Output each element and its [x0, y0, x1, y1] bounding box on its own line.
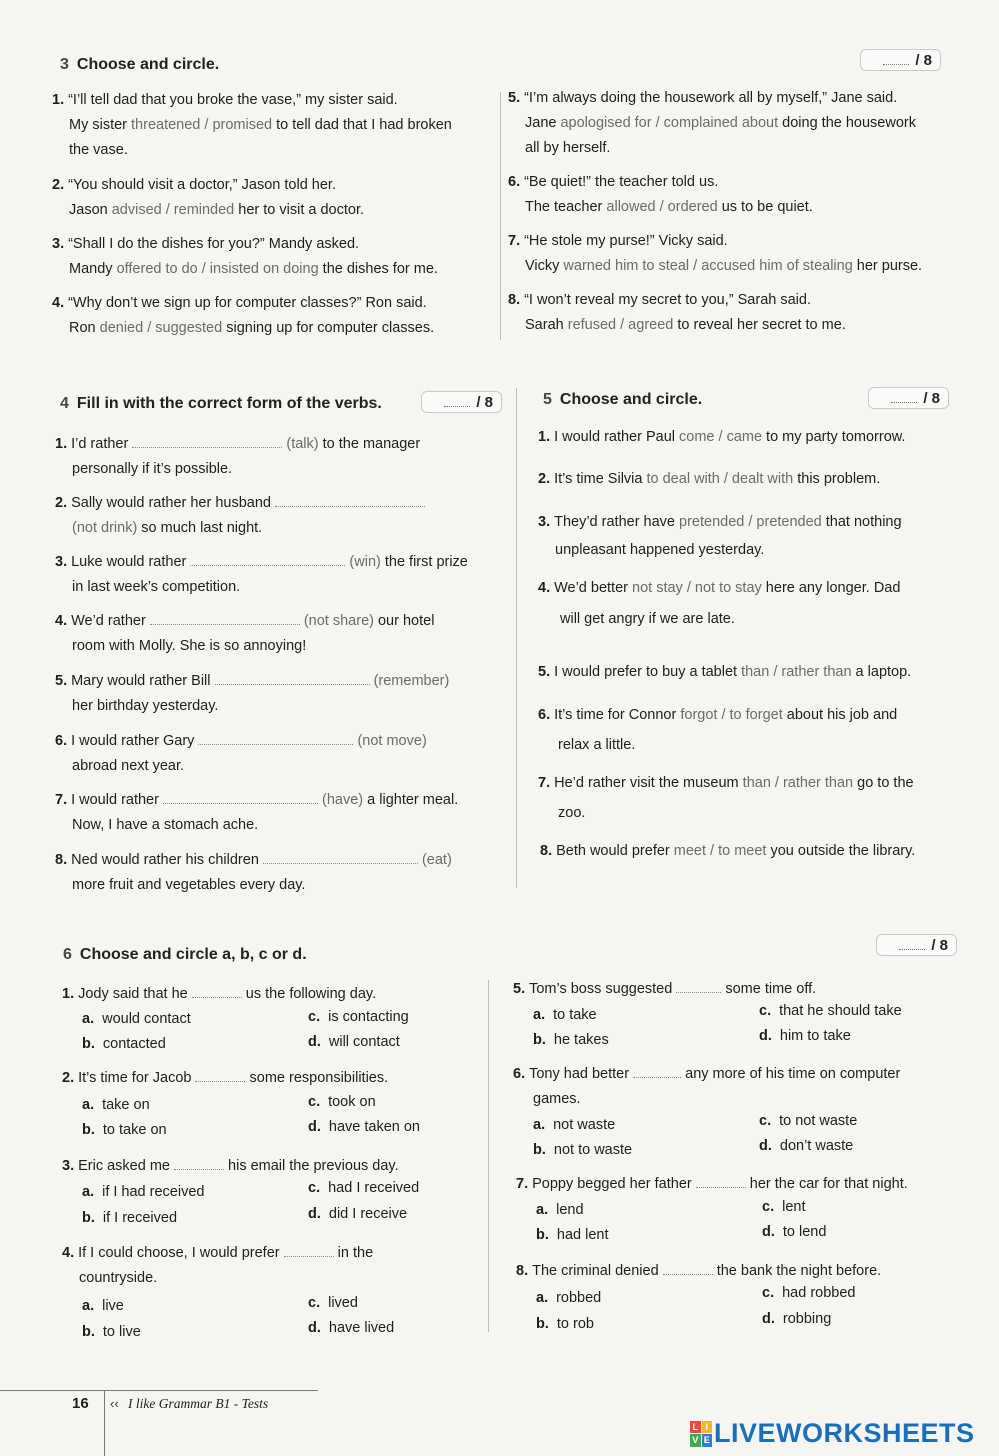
answer-blank: [676, 980, 721, 993]
circle-options[interactable]: come / came: [679, 429, 763, 445]
s5-item-5: 5. I would prefer to buy a tablet than / rather than a laptop.: [538, 664, 912, 680]
s3-item-3: 3. “Shall I do the dishes for you?” Mandy asked. Mandy offered to do / insisted on doing the dishes for me.: [52, 236, 438, 277]
answer-blank: [633, 1065, 681, 1078]
option-c[interactable]: c. had robbed: [762, 1285, 856, 1301]
s6-question-8: 8. The criminal denied the bank the night before.: [516, 1263, 882, 1279]
option-c[interactable]: c. that he should take: [759, 1003, 902, 1019]
column-divider: [488, 980, 489, 1332]
s4-item-8: 8. Ned would rather his children (eat) more fruit and vegetables every day.: [55, 852, 452, 893]
section-6-title: 6 Choose and circle a, b, c or d.: [63, 946, 307, 963]
book-title: I like Grammar B1 - Tests: [128, 1396, 269, 1411]
option-d[interactable]: d. have lived: [308, 1320, 395, 1336]
s5-item-2: 2. It’s time Silvia to deal with / dealt with this problem.: [538, 471, 881, 487]
answer-blank: [696, 1175, 746, 1188]
option-b[interactable]: b. contacted: [82, 1036, 166, 1052]
section-4-title: 4 Fill in with the correct form of the verbs.: [60, 395, 382, 412]
option-d[interactable]: d. don’t waste: [759, 1138, 854, 1154]
answer-blank: [284, 1244, 334, 1257]
answer-blank[interactable]: [132, 435, 282, 448]
circle-options[interactable]: meet / to meet: [673, 843, 767, 859]
answer-blank: [192, 985, 242, 998]
answer-blank[interactable]: [163, 791, 318, 804]
option-b[interactable]: b. he takes: [533, 1032, 609, 1048]
option-d[interactable]: d. will contact: [308, 1034, 400, 1050]
circle-options[interactable]: than / rather than: [741, 664, 852, 680]
circle-options[interactable]: pretended / pretended: [679, 514, 822, 530]
answer-blank[interactable]: [275, 494, 425, 507]
s3-item-6: 6. “Be quiet!” the teacher told us. The teacher allowed / ordered us to be quiet.: [508, 174, 813, 215]
s3-item-2: 2. “You should visit a doctor,” Jason told her. Jason advised / reminded her to visit a doctor.: [52, 177, 365, 218]
option-a[interactable]: a. to take: [533, 1007, 597, 1023]
s4-item-7: 7. I would rather (have) a lighter meal. Now, I have a stomach ache.: [55, 792, 459, 833]
s6-question-5: 5. Tom’s boss suggested some time off.: [513, 981, 817, 997]
answer-blank[interactable]: [263, 851, 418, 864]
circle-options[interactable]: than / rather than: [742, 775, 854, 791]
circle-options[interactable]: not stay / not to stay: [632, 580, 762, 596]
option-a[interactable]: a. lend: [536, 1202, 584, 1218]
section-number: 3: [60, 56, 69, 73]
circle-options[interactable]: warned him to steal / accused him of stealing: [563, 258, 853, 274]
circle-options[interactable]: apologised for / complained about: [560, 115, 779, 131]
s5-item-1: 1. I would rather Paul come / came to my party tomorrow.: [538, 429, 906, 445]
s4-item-6: 6. I would rather Gary (not move) abroad next year.: [55, 733, 427, 774]
option-d[interactable]: d. have taken on: [308, 1119, 420, 1135]
answer-blank: [174, 1157, 224, 1170]
option-b[interactable]: b. to live: [82, 1324, 141, 1340]
option-a[interactable]: a. if I had received: [82, 1184, 205, 1200]
answer-blank[interactable]: [190, 553, 345, 566]
answer-blank[interactable]: [215, 672, 370, 685]
section-4-score-box[interactable]: / 8: [421, 391, 502, 413]
option-a[interactable]: a. live: [82, 1298, 124, 1314]
option-c[interactable]: c. to not waste: [759, 1113, 858, 1129]
s4-item-3: 3. Luke would rather (win) the first prize in last week’s competition.: [55, 554, 468, 595]
option-a[interactable]: a. not waste: [533, 1117, 616, 1133]
s6-question-4: 4. If I could choose, I would prefer in the countryside.: [62, 1245, 374, 1286]
answer-blank[interactable]: [198, 732, 353, 745]
option-c[interactable]: c. took on: [308, 1094, 376, 1110]
option-c[interactable]: c. had I received: [308, 1180, 420, 1196]
option-a[interactable]: a. take on: [82, 1097, 150, 1113]
chevron-left-icon: ‹‹: [110, 1396, 119, 1411]
s5-item-6: 6. It’s time for Connor forgot / to forget about his job and relax a little.: [538, 707, 898, 753]
option-a[interactable]: a. would contact: [82, 1011, 191, 1027]
logo-badge-icon: L I V E: [690, 1421, 712, 1447]
circle-options[interactable]: threatened / promised: [131, 117, 273, 133]
option-b[interactable]: b. to rob: [536, 1316, 594, 1332]
option-a[interactable]: a. robbed: [536, 1290, 602, 1306]
s4-item-2: 2. Sally would rather her husband (not drink) so much last night.: [55, 491, 500, 541]
answer-blank: [195, 1069, 245, 1082]
s3-item-1: 1. “I’ll tell dad that you broke the vase,” my sister said. My sister threatened / promised to tell dad that I had broken the vase.: [52, 92, 452, 158]
section-6-score-box[interactable]: / 8: [876, 934, 957, 956]
circle-options[interactable]: allowed / ordered: [606, 199, 718, 215]
s6-question-3: 3. Eric asked me his email the previous day.: [62, 1158, 399, 1174]
option-c[interactable]: c. lived: [308, 1295, 358, 1311]
liveworksheets-logo: L I V E LIVEWORKSHEETS: [690, 1418, 975, 1449]
answer-blank[interactable]: [150, 612, 300, 625]
s3-item-7: 7. “He stole my purse!” Vicky said. Vicky warned him to steal / accused him of stealing her purse.: [508, 233, 923, 274]
circle-options[interactable]: forgot / to forget: [680, 707, 783, 723]
option-d[interactable]: d. to lend: [762, 1224, 827, 1240]
answer-blank: [663, 1262, 713, 1275]
s5-item-3: 3. They’d rather have pretended / pretended that nothing unpleasant happened yesterday.: [538, 514, 902, 558]
s4-item-1: 1. I’d rather (talk) to the manager personally if it’s possible.: [55, 436, 421, 477]
option-d[interactable]: d. did I receive: [308, 1206, 408, 1222]
circle-options[interactable]: to deal with / dealt with: [646, 471, 794, 487]
s6-question-1: 1. Jody said that he us the following day.: [62, 986, 377, 1002]
section-title-text: Choose and circle.: [76, 56, 220, 73]
column-divider: [500, 92, 501, 340]
section-5-score-box[interactable]: / 8: [868, 387, 949, 409]
footer-rule: [0, 1390, 318, 1391]
s3-item-5: 5. “I’m always doing the housework all by myself,” Jane said. Jane apologised for / complained about doing the housework all by herself.: [508, 90, 916, 156]
s4-item-4: 4. We’d rather (not share) our hotel room with Molly. She is so annoying!: [55, 613, 435, 654]
s3-item-4: 4. “Why don’t we sign up for computer classes?” Ron said. Ron denied / suggested signing up for computer classes.: [52, 295, 435, 336]
option-b[interactable]: b. if I received: [82, 1210, 178, 1226]
circle-options[interactable]: refused / agreed: [567, 317, 674, 333]
circle-options[interactable]: offered to do / insisted on doing: [116, 261, 319, 277]
s6-question-7: 7. Poppy begged her father her the car for that night.: [516, 1176, 908, 1192]
circle-options[interactable]: denied / suggested: [99, 320, 223, 336]
page-number: 16: [72, 1395, 89, 1412]
option-b[interactable]: b. had lent: [536, 1227, 609, 1243]
s5-item-7: 7. He’d rather visit the museum than / rather than go to the zoo.: [538, 775, 914, 821]
s5-item-4: 4. We’d better not stay / not to stay here any longer. Dad will get angry if we are late.: [538, 580, 901, 627]
s4-item-5: 5. Mary would rather Bill (remember) her birthday yesterday.: [55, 673, 450, 714]
option-d[interactable]: d. him to take: [759, 1028, 851, 1044]
circle-options[interactable]: advised / reminded: [111, 202, 235, 218]
section-3-title: [60, 56, 219, 74]
section-3-score-box[interactable]: / 8: [860, 49, 941, 71]
option-d[interactable]: d. robbing: [762, 1311, 832, 1327]
section-5-title: 5 Choose and circle.: [543, 391, 703, 408]
column-divider: [516, 388, 517, 888]
s3-item-8: 8. “I won’t reveal my secret to you,” Sarah said. Sarah refused / agreed to reveal her secret to me.: [508, 292, 846, 333]
s5-item-8: 8. Beth would prefer meet / to meet you outside the library.: [540, 843, 916, 859]
option-c[interactable]: c. is contacting: [308, 1009, 409, 1025]
option-b[interactable]: b. to take on: [82, 1122, 167, 1138]
s6-question-2: 2. It’s time for Jacob some responsibilities.: [62, 1070, 389, 1086]
footer-divider: [104, 1390, 105, 1456]
s6-question-6: 6. Tony had better any more of his time on computer games.: [513, 1066, 901, 1107]
option-c[interactable]: c. lent: [762, 1199, 806, 1215]
option-b[interactable]: b. not to waste: [533, 1142, 633, 1158]
